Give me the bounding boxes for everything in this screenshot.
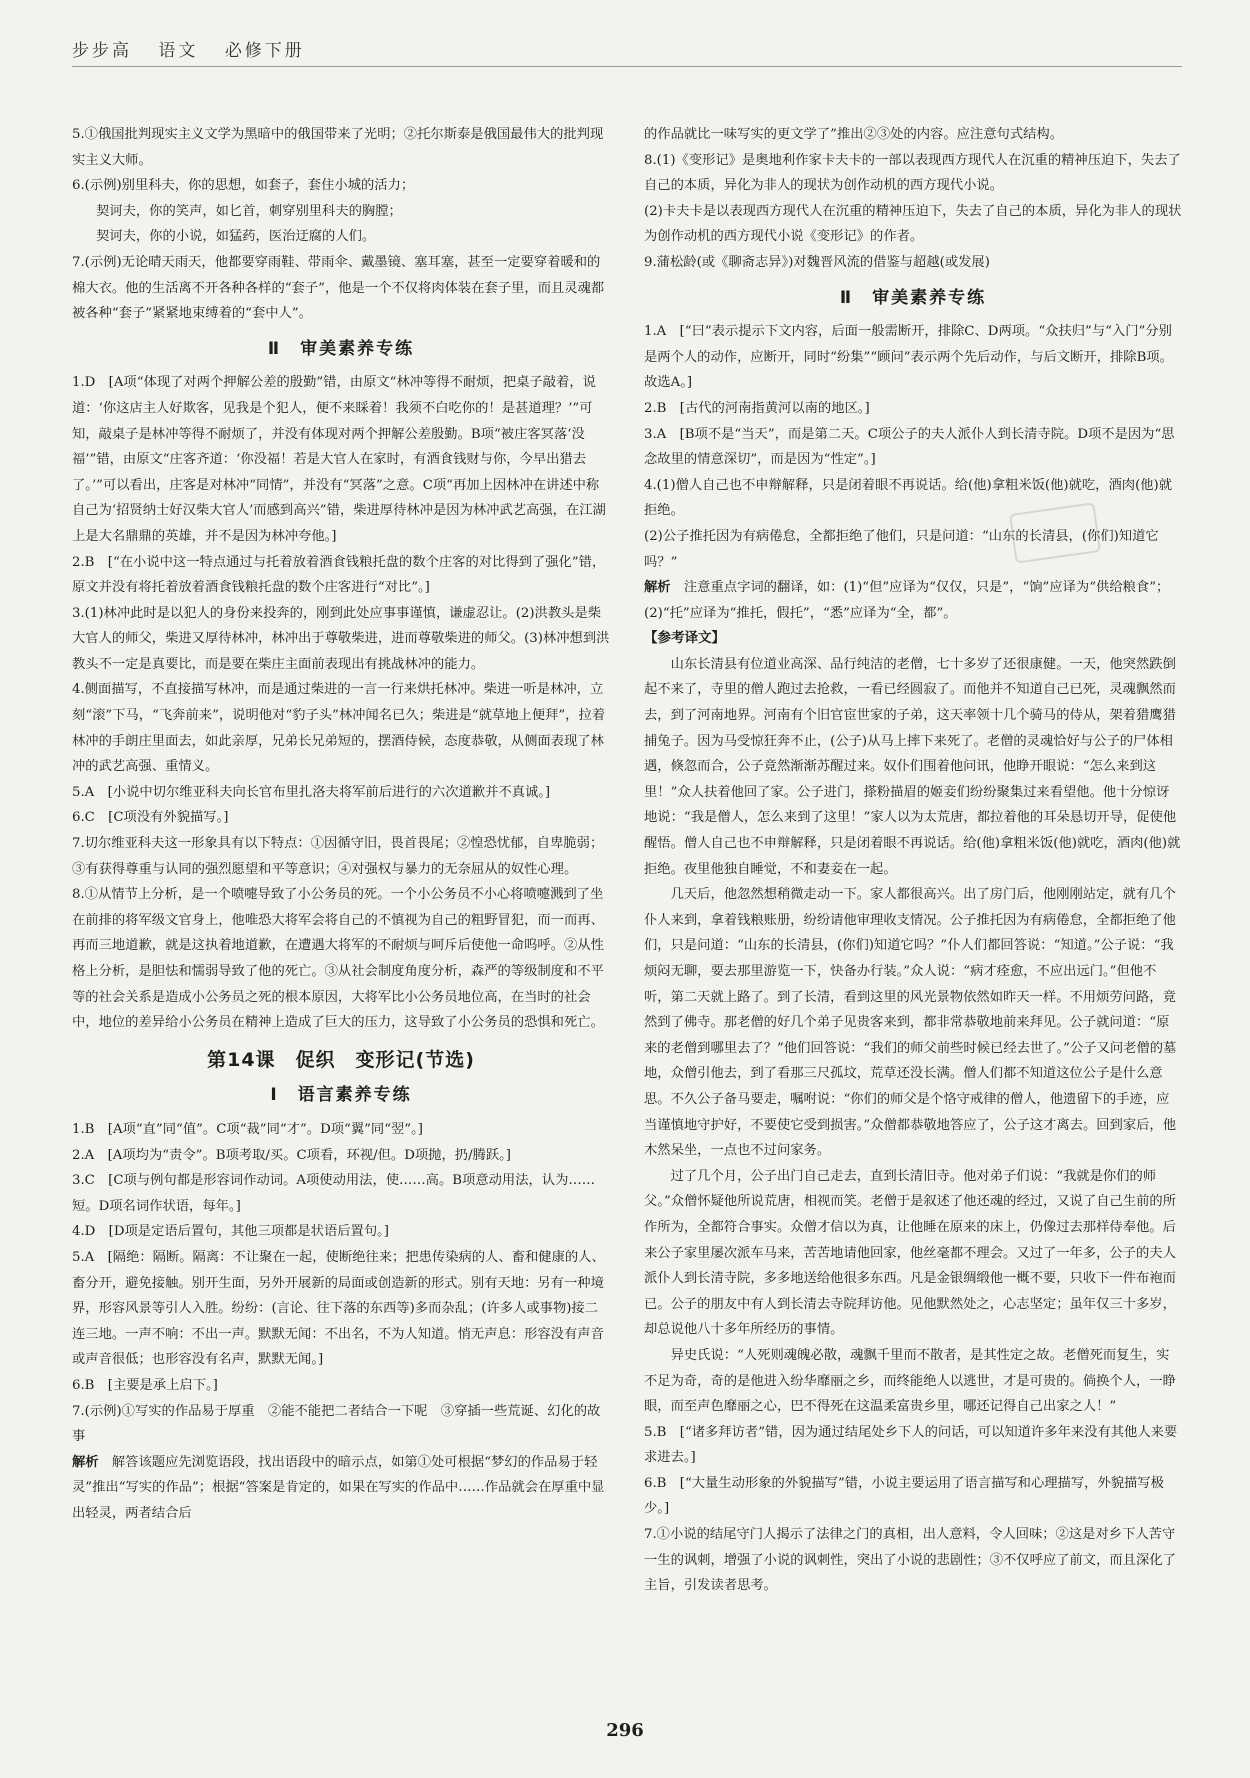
answer-item: 6.B [主要是承上启下。] <box>72 1377 218 1393</box>
answer-item: 4.D [D项是定语后置句，其他三项都是状语后置句。] <box>72 1224 389 1240</box>
answer-item: (2)公子推托因为有病倦怠，全都拒绝了他们，只是问道：“山东的长清县，(你们)知道它吗？” <box>644 528 1159 570</box>
analysis-label: 解析 <box>72 1454 99 1470</box>
analysis-label: 解析 <box>644 580 671 596</box>
section-title-aesthetic: Ⅱ 审美素养专练 <box>267 338 415 359</box>
analysis-text: 解答该题应先浏览语段，找出语段中的暗示点，如第①处可根据“梦幻的作品易于轻灵”推出“写实的作品”；根据“答案是肯定的，如果在写实的作品中……作品就会在厚重中显出轻灵，两者结合后 <box>72 1454 605 1521</box>
reference-translation-title: 【参考译文】 <box>644 630 725 647</box>
answer-item: 7.(示例)无论晴天雨天，他都要穿雨鞋、带雨伞、戴墨镜、塞耳塞，甚至一定要穿着暖和的棉大衣。他的生活离不开各种各样的“套子”，他是一个不仅将肉体装在套子里，而且灵魂都被各种“套子”紧紧地束缚着的“套中人”。 <box>72 254 605 322</box>
answer-item: 5.A [小说中切尔维亚科夫向长官布里扎洛夫将军前后进行的六次道歉并不真诚。] <box>72 784 551 800</box>
translation-paragraph: 几天后，他忽然想稍微走动一下。家人都很高兴。出了房门后，他刚刚站定，就有几个仆人来到，拿着钱粮账册，纷纷请他审理收支情况。公子推托因为有病倦怠，全都拒绝了他们，只是问道：“山东的长清县，(你们)知道它吗？”仆人们都回答说：“知道。”公子说：“我烦闷无聊，要去那里游览一下，快备办行装。”众人说：“病才痊愈，不应出远门。”但他不听，第二天就上路了。到了长清，看到这里的风光景物依然如昨天一样。不用烦劳问路，竟然到了佛寺。那老僧的好几个弟子见贵客来到，都非常恭敬地前来拜见。公子就问道：“原来的老僧到哪里去了？”他们回答说：“我们的师父前些时候已经去世了。”公子又问老僧的墓地，众僧引他去，到了看那三尺孤坟，荒草还没长满。僧人们都不知道这位公子是什么意思。不久公子备马要走，嘱咐说：“你们的师父是个恪守戒律的僧人，他遗留下的手迹，应当谨慎地守护好，不要使它受到损害。”众僧都恭敬地答应了，公子这才离去。回到家后，他木然呆坐，一点也不过问家务。 <box>644 887 1177 1159</box>
translation-paragraph: 过了几个月，公子出门自己走去，直到长清旧寺。他对弟子们说：“我就是你们的师父。”众僧怀疑他所说荒唐，相视而笑。老僧于是叙述了他还魂的经过，又说了自己生前的所作所为，全都符合事实。众僧才信以为真，让他睡在原来的床上，仍像过去那样侍奉他。后来公子家里屡次派车马来，苦苦地请他回家，他丝毫都不理会。又过了一年多，公子的夫人派仆人到长清寺院，多多地送给他很多东西。凡是金银绸缎他一概不要，只收下一件布袍而已。公子的朋友中有人到长清去寺院拜访他。见他默然处之，心志坚定；虽年仅三十多岁，却总说他八十多年所经历的事情。 <box>644 1168 1177 1338</box>
answer-item: 1.B [A项“直”同“值”。C项“裁”同“才”。D项“翼”同“翌”。] <box>72 1121 423 1137</box>
answer-item: 8.(1)《变形记》是奥地利作家卡夫卡的一部以表现西方现代人在沉重的精神压迫下，失去了自己的本质，异化为非人的现状为创作动机的西方现代小说。 <box>644 152 1181 194</box>
answer-item: 8.①从情节上分析，是一个喷嚏导致了小公务员的死。一个小公务员不小心将喷嚏溅到了坐在前排的将军级文官身上，他唯恐大将军会将自己的不慎视为自己的粗野冒犯，而一而再、再而三地道歉，就是这执着地道歉，在遭遇大将军的不耐烦与呵斥后使他一命呜呼。②从性格上分析，是胆怯和懦弱导致了他的死亡。③从社会制度角度分析，森严的等级制度和不平等的社会关系是造成小公务员之死的根本原因，大将军比小公务员地位高，在当时的社会中，地位的差异给小公务员在精神上造成了巨大的压力，这导致了小公务员的恐惧和死亡。 <box>72 887 604 1031</box>
section-title-aesthetic: Ⅱ 审美素养专练 <box>839 287 987 308</box>
answer-item: 9.蒲松龄(或《聊斋志异》)对魏晋风流的借鉴与超越(或发展) <box>644 254 990 270</box>
left-column <box>72 122 610 1526</box>
answer-item: 5.B [“诸多拜访者”错，因为通过结尾处乡下人的问话，可以知道许多年来没有其他人来要求进去。] <box>644 1424 1178 1466</box>
section-title-language: Ⅰ 语言素养专练 <box>270 1085 412 1106</box>
analysis <box>72 1450 610 1527</box>
answer-item: 6.(示例)别里科夫，你的思想，如套子，套住小城的活力； <box>72 178 415 194</box>
answer-item: 5.①俄国批判现实主义文学为黑暗中的俄国带来了光明；②托尔斯泰是俄国最伟大的批判现实主义大师。 <box>72 127 604 168</box>
page-number: 296 <box>606 1720 644 1741</box>
answer-item: 契诃夫，你的笑声，如匕首，刺穿别里科夫的胸膛； <box>96 203 402 219</box>
lesson-title: 第14课 促织 变形记(节选) <box>207 1048 475 1071</box>
answer-item: 2.B [古代的河南指黄河以南的地区。] <box>644 400 870 416</box>
answer-item: 3.(1)林冲此时是以犯人的身份来投奔的，刚到此处应事事谨慎，谦虚忍让。(2)洪教头是柴大官人的师父，柴进又厚待林冲，林冲出于尊敬柴进，进而尊敬柴进的师父。(3)林冲想到洪教头不一定是真要比，而是要在柴庄主面前表现出有挑战林冲的能力。 <box>72 605 610 672</box>
translation-paragraph: 异史氏说：“人死则魂魄必散，魂飘千里而不散者，是其性定之故。老僧死而复生，实不足为奇，奇的是他进入纷华靡丽之乡，而终能绝人以逃世，才是可贵的。倘换个人，一睁眼，而至声色靡丽之心，巴不得死在这温柔富贵乡里，哪还记得自己出家之人！” <box>644 1347 1176 1415</box>
answer-item: 4.侧面描写，不直接描写林冲，而是通过柴进的一言一行来烘托林冲。柴进一听是林冲，立刻“滚”下马，“飞奔前来”，说明他对“豹子头”林冲闻名已久；柴进是“就草地上便拜”，拉着林冲的手朗庄里面去，如此亲厚，兄弟长兄弟短的，摆酒侍候，态度恭敬，从侧面表现了林冲的武艺高强、重情义。 <box>72 682 606 775</box>
answer-item: 7.切尔维亚科夫这一形象具有以下特点：①因循守旧，畏首畏尾；②惶恐忧郁，自卑脆弱；③有获得尊重与认同的强烈愿望和平等意识；④对强权与暴力的无奈屈从的奴性心理。 <box>72 836 604 877</box>
answer-item: 的作品就比一味写实的更文学了”推出②③处的内容。应注意句式结构。 <box>644 127 1063 142</box>
answer-item: 2.B [“在小说中这一特点通过与托着放着酒食钱粮托盘的数个庄客的对比得到了强化”错，原文并没有将托着放着酒食钱粮托盘的数个庄客进行“对比”。] <box>72 554 606 596</box>
running-header <box>72 36 323 61</box>
subject-name: 语文 <box>158 41 199 61</box>
answer-item: 3.C [C项与例句都是形容词作动词。A项使动用法，使……高。B项意动用法，认为……短。D项名词作状语，每年。] <box>72 1173 595 1214</box>
header-rule <box>72 66 1182 67</box>
answer-item: 4.(1)僧人自己也不申辩解释，只是闭着眼不再说话。给(他)拿粗米饭(他)就吃，酒肉(他)就拒绝。 <box>644 477 1173 519</box>
analysis-text: 注意重点字词的翻译，如：(1)“但”应译为“仅仅，只是”，“饷”应译为“供给粮食”；(2)“托”应译为“推托，假托”，“悉”应译为“全，都”。 <box>644 580 1170 621</box>
answer-item: (2)卡夫卡是以表现西方现代人在沉重的精神压迫下，失去了自己的本质，异化为非人的现状为创作动机的西方现代小说《变形记》的作者。 <box>644 203 1182 245</box>
book-name: 步步高 <box>72 41 132 61</box>
answer-item: 2.A [A项均为“责令”。B项考取/买。C项看，环视/但。D项抛，扔/腾跃。] <box>72 1147 511 1163</box>
answer-item: 6.B [“大量生动形象的外貌描写”错，小说主要运用了语言描写和心理描写，外貌描写极少。] <box>644 1475 1164 1517</box>
answer-item: 7.(示例)①写实的作品易于厚重 ②能不能把二者结合一下呢 ③穿插一些荒诞、幻化的故事 <box>72 1403 601 1445</box>
answer-item: 7.①小说的结尾守门人揭示了法律之门的真相，出人意料，令人回味；②这是对乡下人苦守一生的讽刺，增强了小说的讽刺性，突出了小说的悲剧性；③不仅呼应了前文，而且深化了主旨，引发读者思考。 <box>644 1527 1176 1594</box>
translation-paragraph: 山东长清县有位道业高深、品行纯洁的老僧，七十多岁了还很康健。一天，他突然跌倒起不来了，寺里的僧人跑过去抢救，一看已经圆寂了。而他并不知道自己已死，灵魂飘然而去，到了河南地界。河南有个旧官宦世家的子弟，这天率领十几个骑马的侍从，架着猎鹰猎捕兔子。因为马受惊狂奔不止，(公子)从马上摔下来死了。老僧的灵魂恰好与公子的尸体相遇，倏忽而合，公子竟然渐渐苏醒过来。奴仆们围着他问讯，他睁开眼说：“怎么来到这里！”众人扶着他回了家。公子进门，搽粉描眉的姬妾们纷纷聚集过来看望他。他十分惊讶地说：“我是僧人，怎么来到了这里！”家人以为太荒唐，都拉着他的耳朵恳切开导，促使他醒悟。僧人自己也不申辩解释，只是闭着眼不再说话。给(他)拿粗米饭(他)就吃，酒肉(他)就拒绝。夜里他独自睡觉，不和妻妾在一起。 <box>644 656 1181 877</box>
analysis <box>644 575 1182 626</box>
volume-name: 必修下册 <box>224 41 305 61</box>
right-column <box>644 122 1182 1599</box>
answer-item: 1.D [A项“体现了对两个押解公差的殷勤”错，由原文“林冲等得不耐烦，把桌子敲着，说道：‘你这店主人好欺客，见我是个犯人，便不来睬着！我须不白吃你的！是甚道理？’”可知，敲桌子是林冲等得不耐烦了，并没有体现对两个押解公差殷勤。B项“被庄客冥落‘没福’”错，由原文“庄客齐道：‘你没福！若是大官人在家时，有酒食钱财与你，今早出猎去了。’”可以看出，庄客是对林冲“同情”，并没有“冥落”之意。C项“再加上因林冲在讲述中称自己为‘招贤纳士好汉柴大官人’而感到高兴”错，柴进厚待林冲是因为林冲武艺高强，在江湖上是大名鼎鼎的英雄，并不是因为林冲夸他。] <box>72 375 606 544</box>
answer-item: 契诃夫，你的小说，如猛药，医治迂腐的人们。 <box>96 229 376 245</box>
answer-item: 5.A [隔绝：隔断。隔离：不让聚在一起，使断绝往来；把患传染病的人、畜和健康的人、畜分开，避免接触。别开生面，另外开展新的局面或创造新的形式。别有天地：另有一种境界，形容风景等引人入胜。纷纷：(言论、往下落的东西等)多而杂乱；(许多人或事物)接二连三地。一声不响：不出一声。默默无闻：不出名，不为人知道。悄无声息：形容没有声音或声音很低；也形容没有名声，默默无闻。] <box>72 1249 605 1368</box>
answer-item: 6.C [C项没有外貌描写。] <box>72 810 229 826</box>
answer-item: 1.A [“曰”表示提示下文内容，后面一般需断开，排除C、D两项。“众扶归”与“入门”分别是两个人的动作，应断开，同时“纷集”“顾问”表示两个先后动作，与后文断开，排除B项。故选A。] <box>644 324 1173 391</box>
answer-item: 3.A [B项不是“当天”，而是第二天。C项公子的夫人派仆人到长清寺院。D项不是因为“思念故里的情意深切”，而是因为“性定”。] <box>644 426 1175 468</box>
